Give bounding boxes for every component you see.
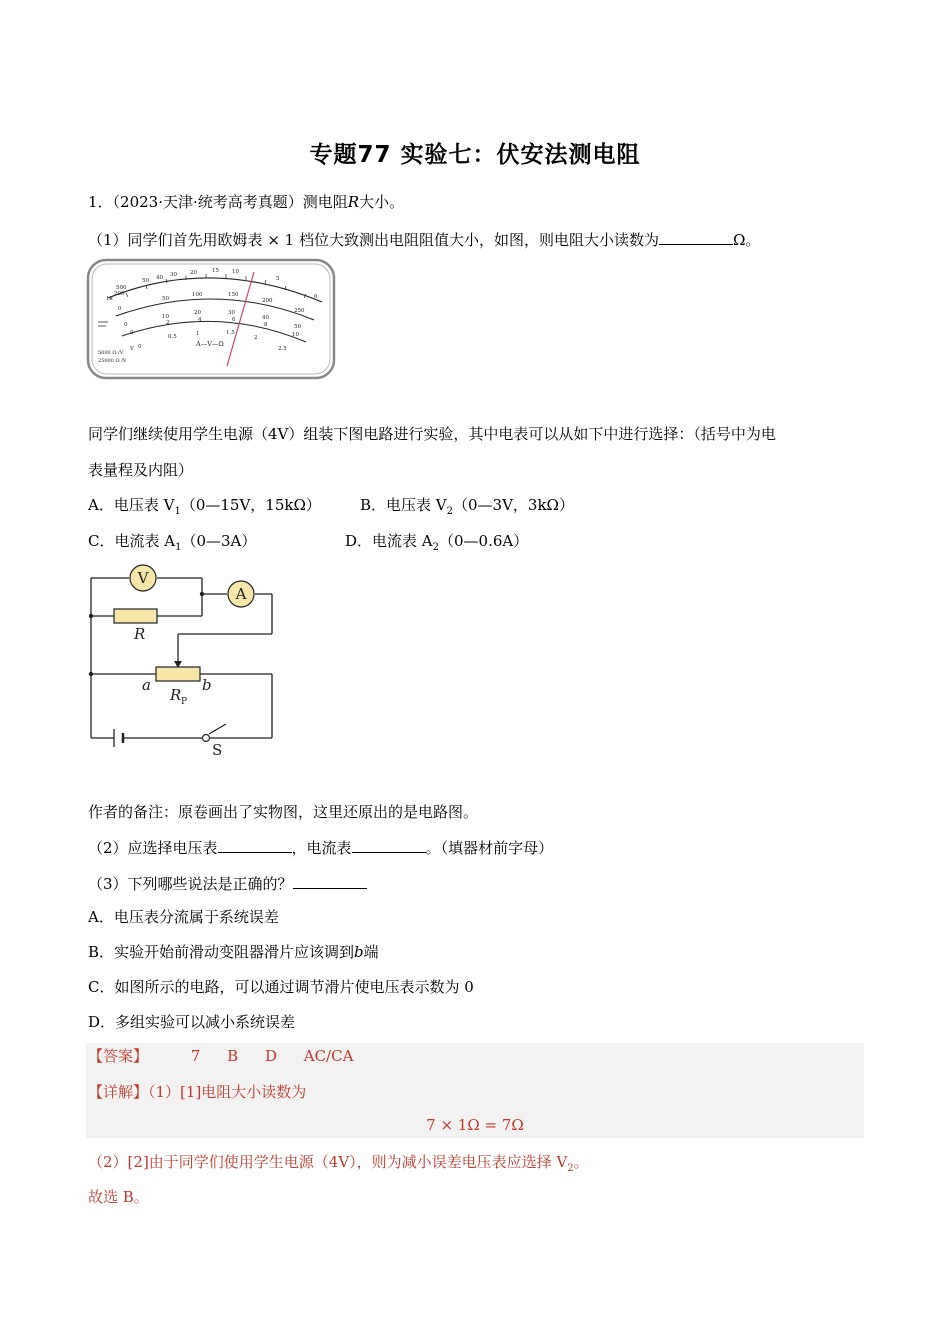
ac-tick-label: 0: [138, 344, 142, 350]
answer-value: 7: [190, 1047, 201, 1065]
page-title: 专题77 实验七：伏安法测电阻: [309, 142, 641, 168]
dc-tick-label: 100: [192, 292, 203, 298]
question-1-part-1: （1）同学们首先用欧姆表 × 1 档位大致测出电阻阻值大小，如图，则电阻大小读数为 Ω。: [88, 228, 760, 250]
rheostat-label-sub: P: [181, 697, 188, 707]
ohm-tick-label: 20: [190, 270, 197, 276]
answer-blank-ammeter: [352, 836, 426, 853]
option-c: C．电流表 $A_1(0—3A)$: [88, 532, 257, 553]
dc-tick-label: 250: [294, 308, 305, 314]
detail-line-2: （2）[2]由于同学们使用学生电源（4V），则为减小误差电压表应选择 $V_2$。: [88, 1153, 589, 1174]
dc-tick-label: 50: [162, 296, 169, 302]
resistor-label: R: [134, 625, 146, 643]
mid-tick-label: 0: [124, 322, 128, 328]
detail-formula: 7 × 1Ω = 7Ω: [426, 1116, 524, 1134]
detail-line-1: 【详解】（1）[1]电阻大小读数为: [88, 1083, 307, 1101]
statement-b: B．实验开始前滑动变阻器滑片应该调到b端: [88, 943, 379, 961]
resistor-r: [114, 609, 157, 623]
low-tick-label: 0: [130, 330, 134, 336]
low-tick-label: 4: [198, 317, 202, 323]
multimeter-dial-figure: [86, 258, 336, 380]
ammeter-label: A: [235, 585, 247, 603]
answer-blank-3: [293, 872, 367, 889]
dc-tick-label: 0: [118, 306, 122, 312]
dc-tick-label: 150: [228, 292, 239, 298]
mid-tick-label: 20: [194, 310, 201, 316]
dc-tick-label: 200: [262, 298, 273, 304]
ohm-tick-label: 40: [156, 275, 163, 281]
detail-line-3: 故选 B。: [88, 1188, 149, 1206]
rheostat-end-b: b: [202, 676, 212, 694]
voltage-mark: V: [130, 346, 134, 352]
paragraph-circuit-intro-2: 表量程及内阻）: [88, 461, 194, 479]
answer-blank-1: [659, 228, 733, 245]
ohm-tick-label: 200: [114, 291, 125, 297]
mid-tick-label: 30: [228, 310, 235, 316]
option-d: D．电流表 $A_2(0—0.6A)$: [345, 532, 529, 553]
voltmeter-label: V: [137, 569, 149, 587]
switch-label: S: [212, 741, 223, 759]
ohm-tick-label: 500: [116, 285, 127, 291]
ohm-tick-label: 50: [142, 278, 149, 284]
answer-value: AC/CA: [303, 1047, 354, 1065]
option-b: B．电压表 $V_2(0—3V$，3kΩ）: [360, 496, 574, 517]
answer-blank-voltmeter: [218, 836, 292, 853]
ohm-tick-label: 30: [170, 272, 177, 278]
question-1-part-2: （2）应选择电压表 ，电流表 。（填器材前字母）: [88, 836, 553, 858]
statement-d: D．多组实验可以减小系统误差: [88, 1013, 296, 1031]
option-a: A．电压表 $V_1(0—15V$，15kΩ）: [88, 496, 321, 517]
ohm-tick-label: 5: [276, 276, 280, 282]
ac-tick-label: 2: [254, 335, 258, 341]
ac-tick-label: 2.5: [278, 346, 287, 352]
ac-tick-label: 0.5: [168, 334, 177, 340]
sensitivity-label: 5000 Ω /V: [98, 350, 124, 356]
rheostat-end-a: a: [142, 676, 151, 694]
ohm-tick-label: 1k: [106, 296, 113, 302]
answer-line: 【答案】 7 B D AC/CA: [88, 1047, 354, 1065]
low-tick-label: 2: [166, 320, 170, 326]
rheostat: [156, 667, 200, 681]
ohm-tick-label: 10: [232, 269, 239, 275]
low-tick-label: 6: [232, 317, 236, 323]
answer-value: D: [264, 1047, 277, 1065]
low-tick-label: 8: [264, 322, 268, 328]
sensitivity-label: 25000 Ω /V: [98, 358, 127, 364]
rheostat-label: R: [170, 686, 182, 704]
answer-value: B: [227, 1047, 239, 1065]
circuit-diagram: [86, 562, 286, 762]
mid-tick-label: 40: [262, 315, 269, 321]
mid-tick-label: 50: [294, 324, 301, 330]
low-tick-label: 10: [292, 332, 299, 338]
ac-tick-label: 1: [196, 331, 200, 337]
statement-a: A．电压表分流属于系统误差: [88, 908, 279, 926]
ohm-tick-label: 0: [314, 294, 318, 300]
switch-contact: [203, 735, 210, 742]
ac-tick-label: 1.5: [226, 330, 235, 336]
ohm-tick-label: 15: [212, 268, 219, 274]
mode-label: A—V—Ω: [196, 340, 224, 348]
mid-tick-label: 10: [162, 314, 169, 320]
paragraph-circuit-intro-1: 同学们继续使用学生电源（4V）组装下图电路进行实验，其中电表可以从如下中进行选择：（括号中为电: [88, 425, 776, 443]
question-1-intro: 1．（2023·天津·统考高考真题）测电阻R大小。: [88, 193, 405, 211]
statement-c: C．如图所示的电路，可以通过调节滑片使电压表示数为 0: [88, 978, 474, 996]
author-note: 作者的备注：原卷画出了实物图，这里还原出的是电路图。: [88, 803, 479, 821]
question-1-part-3: （3）下列哪些说法是正确的？: [88, 872, 367, 894]
